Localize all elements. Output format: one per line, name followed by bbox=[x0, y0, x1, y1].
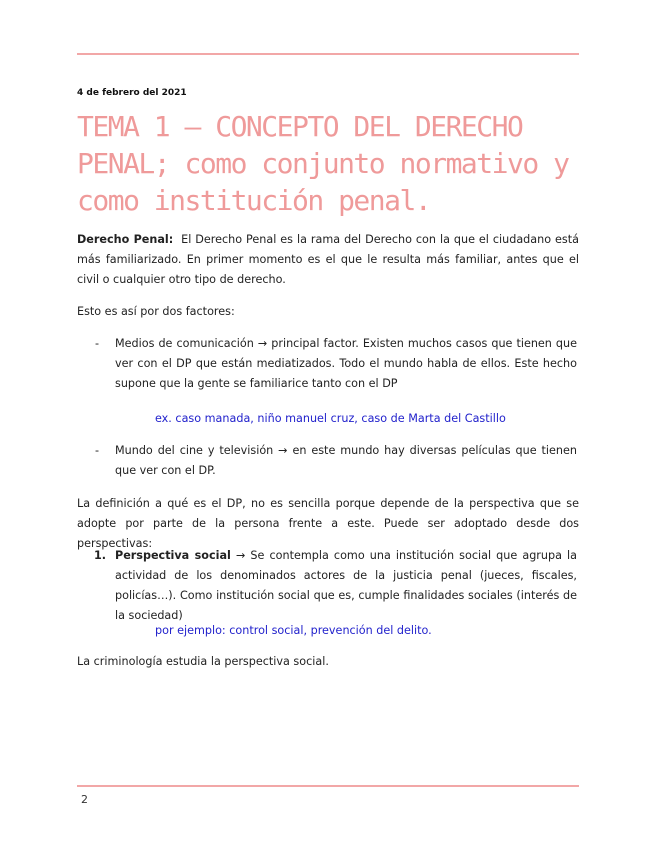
document-date: 4 de febrero del 2021 bbox=[77, 88, 187, 98]
intro-term: Derecho Penal: bbox=[77, 233, 174, 246]
page-number: 2 bbox=[81, 793, 88, 806]
page-title: TEMA 1 – CONCEPTO DEL DERECHO PENAL; como conjunto normativo y como institución penal. bbox=[77, 110, 569, 217]
footer-rule bbox=[77, 785, 579, 787]
bullet-media: Medios de comunicación → principal factor. Existen muchos casos que tienen que ver con el DP que están mediatizados. Todo el mundo habla de ellos. Este hecho supone que la gente se familiarice tanto con el DP bbox=[115, 337, 577, 390]
closing-paragraph: La criminología estudia la perspectiva social. bbox=[77, 655, 329, 668]
bullet-cinema: Mundo del cine y televisión → en este mundo hay diversas películas que tienen que ver con el DP. bbox=[115, 444, 577, 477]
list-number: 1. bbox=[94, 549, 107, 562]
intro-paragraph bbox=[77, 230, 579, 290]
bullet-dash: - bbox=[95, 444, 100, 457]
factors-intro: Esto es así por dos factores: bbox=[77, 305, 235, 318]
perspective-term: Perspectiva social bbox=[115, 549, 231, 562]
perspective-text: → Se contempla como una institución social que agrupa la actividad de los denominados actores de la justicia penal (jueces, fiscales, policías…). Como institución social que es, cumple finalidades sociales (interés de la sociedad) bbox=[115, 549, 578, 622]
header-rule bbox=[77, 53, 579, 55]
example-social: por ejemplo: control social, prevención del delito. bbox=[155, 624, 432, 637]
example-media: ex. caso manada, niño manuel cruz, caso de Marta del Castillo bbox=[155, 412, 506, 425]
perspective-social bbox=[115, 546, 577, 626]
bullet-dash: - bbox=[95, 337, 100, 350]
definition-paragraph: La definición a qué es el DP, no es sencilla porque depende de la perspectiva que se adopte por parte de la persona frente a este. Puede ser adoptado desde dos perspectivas: bbox=[77, 497, 579, 550]
intro-text: El Derecho Penal es la rama del Derecho con la que el ciudadano está más familiarizado. En primer momento es el que le resulta más familiar, antes que el civil o cualquier otro tipo de derecho. bbox=[77, 233, 579, 286]
